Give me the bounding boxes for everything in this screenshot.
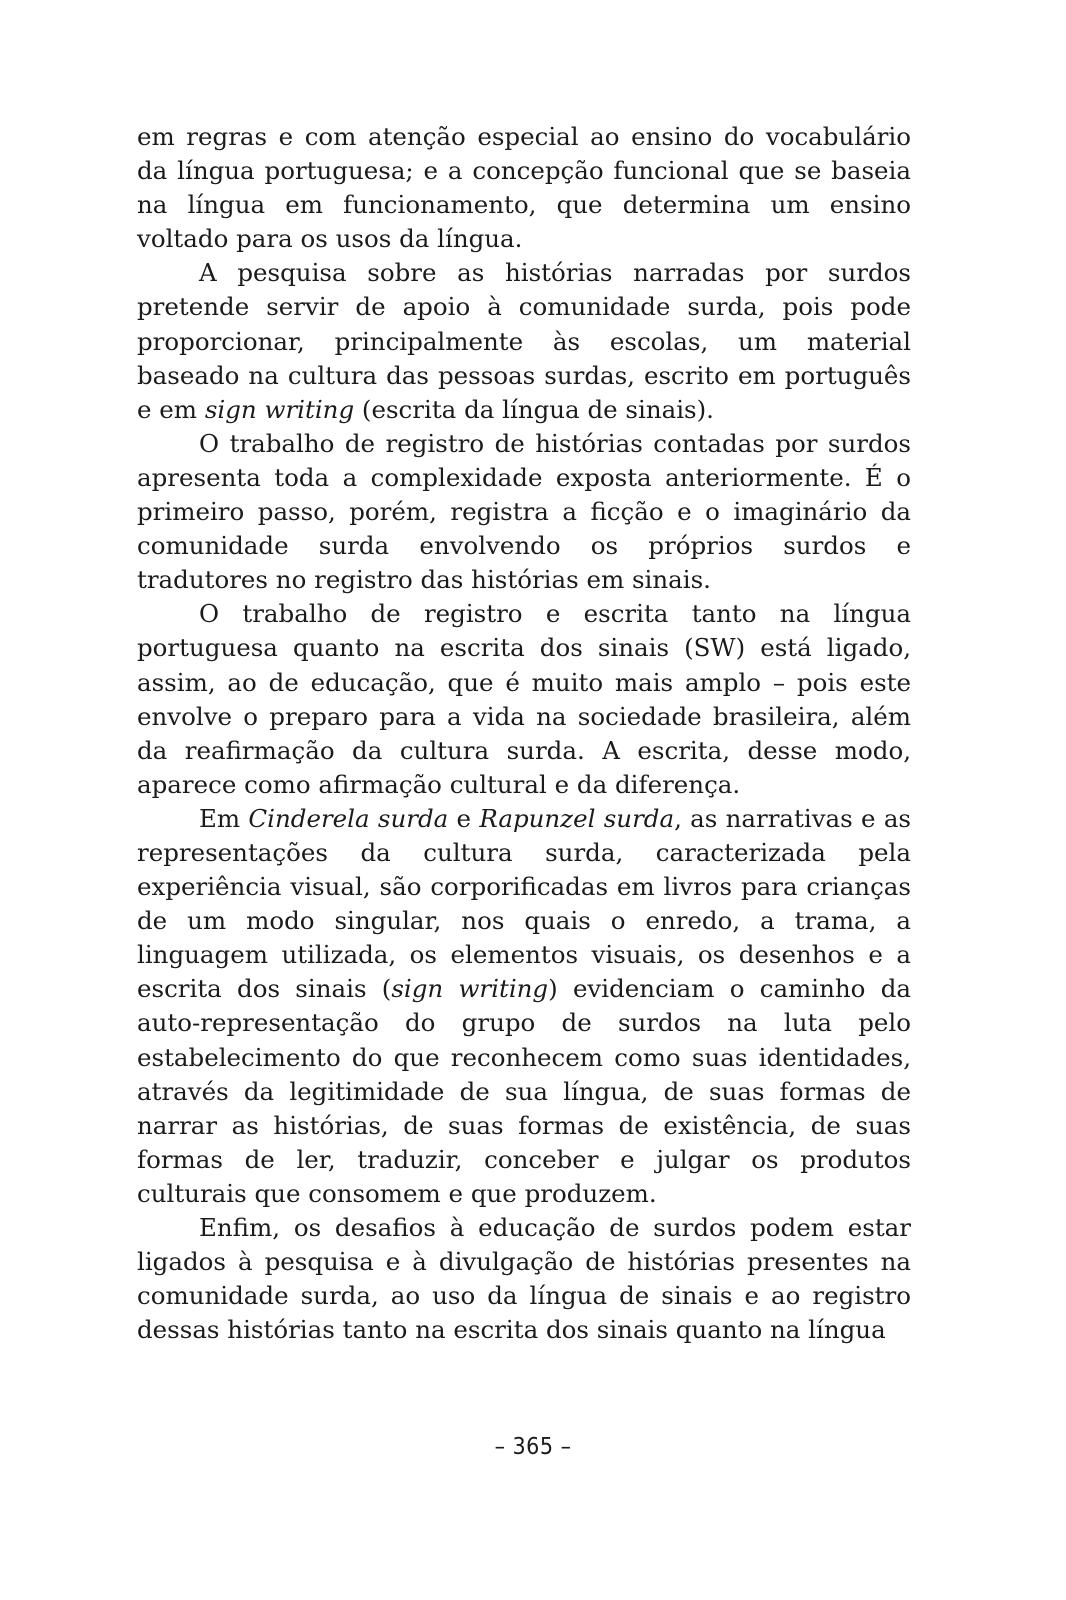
italic-text: sign writing bbox=[391, 974, 549, 1004]
paragraph-p4 bbox=[137, 597, 911, 802]
paragraph-text: , as narrativas e as representações da cultura surda, caracterizada pela experiência visual, são corporificadas em livros para crianças de um modo singular, nos quais o enredo, a trama, a linguagem utilizada, os elementos visuais, os desenhos e a escrita dos sinais ( bbox=[137, 803, 911, 1004]
paragraph-text: (escrita da língua de sinais). bbox=[354, 394, 714, 424]
paragraph-p6 bbox=[137, 1211, 911, 1347]
paragraph-text: em regras e com atenção especial ao ensino do vocabulário da língua portuguesa; e a concepção funcional que se baseia na língua em funcionamento, que determina um ensino voltado para os usos da língua. bbox=[137, 122, 911, 254]
paragraph-text: ) evidenciam o caminho da auto-representação do grupo de surdos na luta pelo estabelecimento do que reconhecem como suas identidades, através da legitimidade de sua língua, de suas formas de narrar as histórias, de suas formas de existência, de suas formas de ler, traduzir, conceber e julgar os produtos culturais que consomem e que produzem. bbox=[137, 974, 911, 1208]
paragraph-text: A pesquisa sobre as histórias narradas por surdos pretende servir de apoio à comunidade surda, pois pode proporcionar, principalmente às escolas, um material baseado na cultura das pessoas surdas, escrito em português e em bbox=[137, 258, 911, 424]
body-text bbox=[137, 120, 911, 1347]
paragraph-text: Enfim, os desafios à educação de surdos podem estar ligados à pesquisa e à divulgação de histórias presentes na comunidade surda, ao uso da língua de sinais e ao registro dessas histórias tanto na escrita dos sinais quanto na língua bbox=[137, 1213, 911, 1345]
paragraph-text: O trabalho de registro e escrita tanto na língua portuguesa quanto na escrita dos sinais (SW) está ligado, assim, ao de educação, que é muito mais amplo – pois este envolve o preparo para a vida na sociedade brasileira, além da reafirmação da cultura surda. A escrita, desse modo, aparece como afirmação cultural e da diferença. bbox=[137, 599, 911, 799]
paragraph-p1 bbox=[137, 120, 911, 256]
italic-text: Cinderela surda bbox=[248, 803, 449, 833]
paragraph-p5 bbox=[137, 802, 911, 1211]
paragraph-text: O trabalho de registro de histórias contadas por surdos apresenta toda a complexidade exposta anteriormente. É o primeiro passo, porém, registra a ficção e o imaginário da comunidade surda envolvendo os próprios surdos e tradutores no registro das histórias em sinais. bbox=[137, 428, 911, 595]
page-number: – 365 – bbox=[494, 1434, 572, 1460]
paragraph-p3 bbox=[137, 427, 911, 597]
italic-text: Rapunzel surda bbox=[479, 803, 675, 833]
paragraph-text: e bbox=[448, 803, 480, 833]
italic-text: sign writing bbox=[204, 394, 355, 424]
paragraph-text: Em bbox=[199, 803, 249, 833]
paragraph-p2 bbox=[137, 256, 911, 426]
